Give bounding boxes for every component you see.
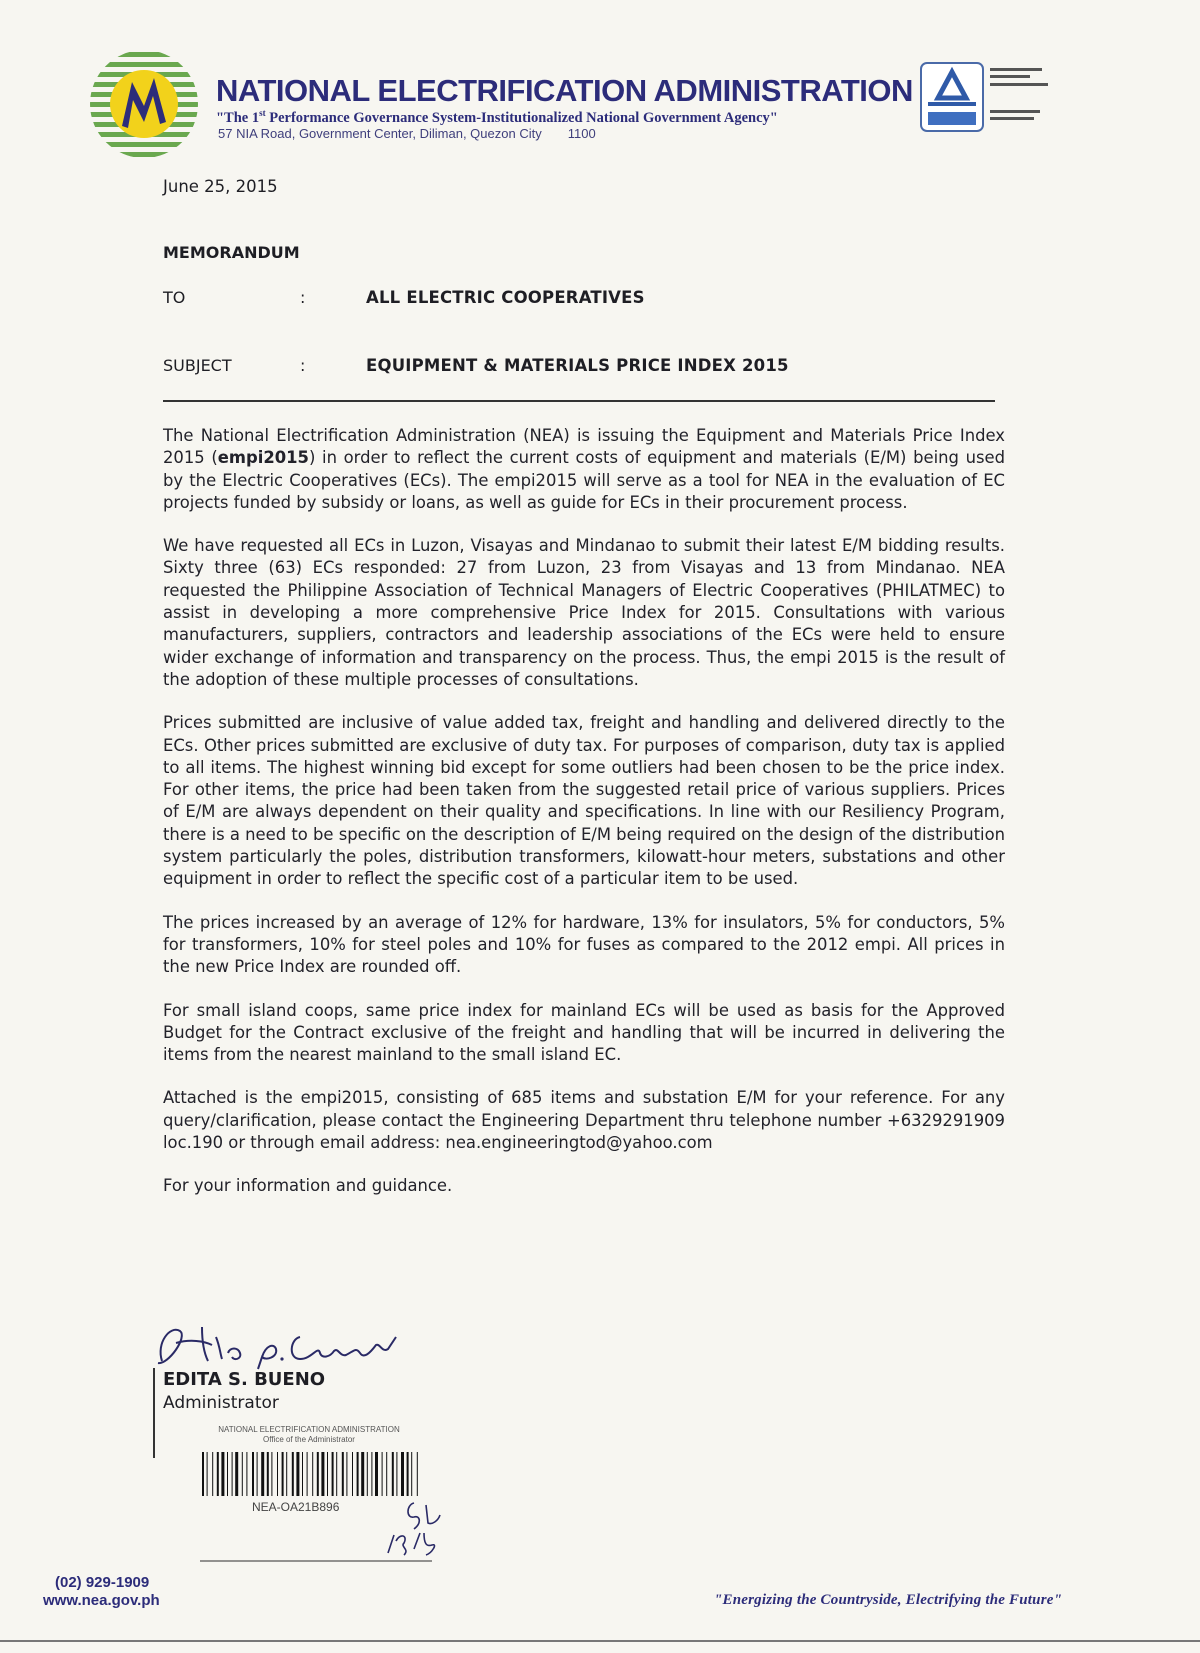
memo-heading: MEMORANDUM: [163, 243, 300, 262]
memo-body: [163, 425, 1005, 1219]
body-paragraph-7: For your information and guidance.: [163, 1176, 453, 1196]
body-paragraph-3: Prices submitted are inclusive of value added tax, freight and handling and delivered directly to the ECs. Other prices submitted are exclusive of duty tax. For purposes of comparison, duty tax is applied to all items. The highest winning bid except for some outliers had been chosen to be the price index. For other items, the price had been taken from the suggested retail price of various suppliers. Prices of E/M are always dependent on their quality and specifications. In line with our Resiliency Program, there is a need to be specific on the description of E/M being required on the design of the distribution system particularly the poles, distribution transformers, kilowatt-hour meters, substations and other equipment in order to reflect the specific cost of a particular item to be used.: [163, 713, 1005, 889]
body-paragraph-5: For small island coops, same price index for mainland ECs will be used as basis for the Approved Budget for the Contract exclusive of the freight and handling that will be incurred in delivering the items from the nearest mainland to the small island EC.: [163, 1000, 1005, 1065]
signatory-title: Administrator: [163, 1393, 279, 1413]
subject-colon: :: [300, 356, 306, 375]
to-label: TO: [163, 288, 186, 307]
body-paragraph-1: The National Electrification Administration (NEA) is issuing the Equipment and Materials Price Index 2015 (empi2015) in order to reflect the current costs of equipment and materials (E/M) being used by the Electric Cooperatives (ECs). The empi2015 will serve as a tool for NEA in the evaluation of EC projects funded by subsidy or loans, as well as guide for ECs in their procurement process.: [163, 426, 1005, 512]
tuv-rheinland-certification-icon: [920, 62, 1062, 140]
signature-bar: [153, 1368, 155, 1458]
footer-slogan: "Energizing the Countryside, Electrifying the Future": [714, 1592, 1063, 1608]
handwritten-initials-icon: [200, 1495, 462, 1565]
organization-address: 57 NIA Road, Government Center, Diliman, Quezon City 1100: [218, 126, 596, 141]
barcode-number: NEA-OA21B896: [252, 1500, 340, 1514]
handwritten-signature-icon: [150, 1313, 420, 1373]
subject-label: SUBJECT: [163, 356, 232, 375]
to-value: ALL ELECTRIC COOPERATIVES: [366, 288, 645, 307]
footer-website[interactable]: www.nea.gov.ph: [43, 1592, 160, 1609]
signatory-name: EDITA S. BUENO: [163, 1369, 326, 1390]
organization-tagline: "The 1st Performance Governance System-Institutionalized National Government Agency": [216, 108, 778, 126]
body-paragraph-2: We have requested all ECs in Luzon, Visayas and Mindanao to submit their latest E/M bidding results. Sixty three (63) ECs responded: 27 from Luzon, 23 from Visayas and 13 from Mindanao. NEA requested the Philippine Association of Technical Managers of Electric Cooperatives (PHILATMEC) to assist in developing a more comprehensive Price Index for 2015. Consultations with various manufacturers, suppliers, contractors and leadership associations of the ECs were held to ensure wider exchange of information and transparency on the process. Thus, the empi 2015 is the result of the adoption of these multiple processes of consultations.: [163, 536, 1005, 689]
barcode-caption: NATIONAL ELECTRIFICATION ADMINISTRATION Office of the Administrator: [218, 1425, 400, 1444]
footer-phone: (02) 929-1909: [55, 1574, 150, 1591]
footer-rule: [0, 1640, 1200, 1642]
body-paragraph-6: Attached is the empi2015, consisting of 685 items and substation E/M for your reference. For any query/clarification, please contact the Engineering Department thru telephone number +6329291909 loc.190 or through email address: nea.engineeringtod@yahoo.com: [163, 1088, 1005, 1153]
subject-value: EQUIPMENT & MATERIALS PRICE INDEX 2015: [366, 356, 789, 375]
body-paragraph-4: The prices increased by an average of 12% for hardware, 13% for insulators, 5% for conductors, 5% for transformers, 10% for steel poles and 10% for fuses as compared to the 2012 empi. All prices in the new Price Index are rounded off.: [163, 912, 1005, 977]
nea-logo-icon: [88, 48, 200, 160]
to-colon: :: [300, 288, 306, 307]
barcode-icon: [200, 1452, 422, 1496]
header-divider: [163, 400, 995, 402]
memo-date: June 25, 2015: [163, 177, 278, 196]
organization-name: NATIONAL ELECTRIFICATION ADMINISTRATION: [216, 73, 913, 108]
